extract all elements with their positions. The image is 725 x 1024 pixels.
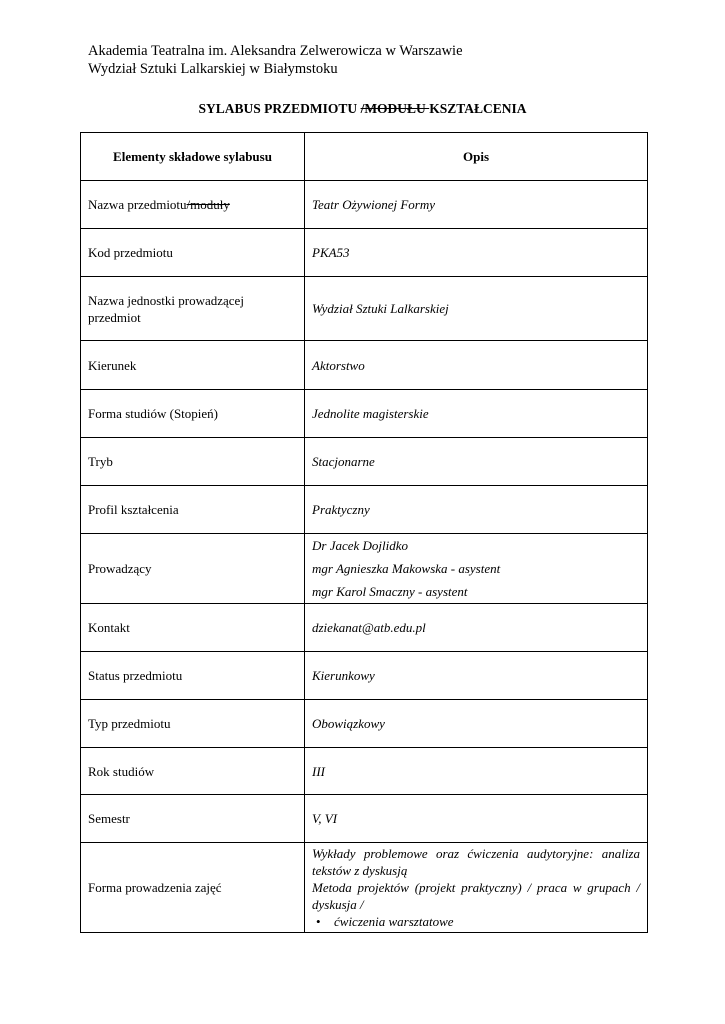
- teaching-form-text: Metoda projektów (projekt praktyczny) / praca w grupach / dyskusja /: [312, 880, 640, 912]
- row-label: Typ przedmiotu: [81, 700, 305, 748]
- table-row: [81, 341, 648, 390]
- row-label: Profil kształcenia: [81, 486, 305, 534]
- row-label: Forma prowadzenia zajęć: [81, 843, 305, 933]
- table-row: [81, 534, 648, 604]
- lecturer-name: mgr Agnieszka Makowska - asystent: [312, 561, 501, 576]
- row-value: [305, 843, 648, 933]
- row-value: Obowiązkowy: [305, 700, 648, 748]
- row-value: Aktorstwo: [305, 341, 648, 390]
- row-value: Kierunkowy: [305, 652, 648, 700]
- table-row: [81, 390, 648, 438]
- document-title: [0, 100, 725, 118]
- table-row: [81, 748, 648, 795]
- row-value: PKA53: [305, 229, 648, 277]
- title-part-1: SYLABUS PRZEDMIOTU: [198, 101, 361, 116]
- table-row: [81, 652, 648, 700]
- row-value: Wydział Sztuki Lalkarskiej: [305, 277, 648, 341]
- teaching-form-text: Wykłady problemowe oraz ćwiczenia audytoryjne: analiza tekstów z dyskusją: [312, 846, 640, 878]
- contact-email: dziekanat@atb.edu.pl: [305, 604, 648, 652]
- table-header-row: [81, 133, 648, 181]
- row-label: Kod przedmiotu: [81, 229, 305, 277]
- row-label-text: Nazwa przedmiotu: [88, 197, 187, 212]
- row-label-strikethrough: /moduły: [186, 197, 230, 212]
- table-row: [81, 843, 648, 933]
- list-item: • ćwiczenia warsztatowe: [330, 913, 640, 930]
- row-value: III: [305, 748, 648, 795]
- row-label: Kierunek: [81, 341, 305, 390]
- row-label: Nazwa jednostki prowadzącej przedmiot: [81, 277, 305, 341]
- table-row: [81, 181, 648, 229]
- syllabus-table: [80, 132, 648, 933]
- teaching-form-list: [312, 913, 640, 930]
- row-value: [305, 534, 648, 604]
- row-label: Kontakt: [81, 604, 305, 652]
- lecturer-name: mgr Karol Smaczny - asystent: [312, 584, 468, 599]
- column-header-description: Opis: [305, 133, 648, 181]
- faculty-name: Wydział Sztuki Lalkarskiej w Białymstoku: [88, 61, 338, 77]
- row-value: Praktyczny: [305, 486, 648, 534]
- row-label: Forma studiów (Stopień): [81, 390, 305, 438]
- row-value: Stacjonarne: [305, 438, 648, 486]
- table-row: [81, 277, 648, 341]
- title-part-2: KSZTAŁCENIA: [429, 101, 527, 116]
- row-label: Tryb: [81, 438, 305, 486]
- table-row: [81, 229, 648, 277]
- row-label: Status przedmiotu: [81, 652, 305, 700]
- table-row: [81, 700, 648, 748]
- row-value: Teatr Ożywionej Formy: [305, 181, 648, 229]
- table-row: [81, 438, 648, 486]
- row-label: Semestr: [81, 795, 305, 843]
- table-row: [81, 486, 648, 534]
- row-label: Prowadzący: [81, 534, 305, 604]
- title-strikethrough: /MODUŁU: [360, 101, 430, 116]
- row-label: [81, 181, 305, 229]
- document-header: [88, 42, 463, 78]
- row-value: Jednolite magisterskie: [305, 390, 648, 438]
- lecturer-name: Dr Jacek Dojlidko: [312, 538, 409, 553]
- column-header-elements: Elementy składowe sylabusu: [81, 133, 305, 181]
- table-row: [81, 795, 648, 843]
- table-row: [81, 604, 648, 652]
- row-label: Rok studiów: [81, 748, 305, 795]
- institution-name: Akademia Teatralna im. Aleksandra Zelwerowicza w Warszawie: [88, 43, 463, 59]
- row-value: V, VI: [305, 795, 648, 843]
